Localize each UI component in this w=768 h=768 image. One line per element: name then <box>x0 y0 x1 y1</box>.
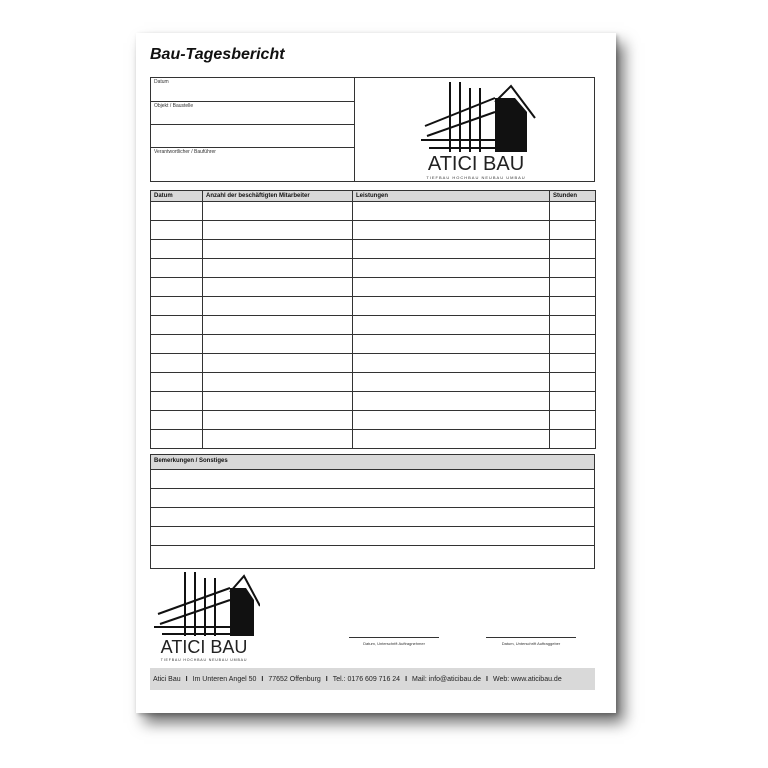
scaffold-house-icon <box>154 572 240 636</box>
cell-leistungen[interactable] <box>353 316 550 335</box>
cell-mitarbeiter[interactable] <box>203 354 353 373</box>
scaffold-house-icon <box>421 82 505 152</box>
cell-stunden[interactable] <box>550 335 596 354</box>
remarks-line[interactable] <box>151 546 594 565</box>
cell-datum[interactable] <box>151 430 203 449</box>
logo-tagline: TIEFBAU HOCHBAU NEUBAU UMBAU <box>426 175 526 180</box>
cell-leistungen[interactable] <box>353 373 550 392</box>
cell-stunden[interactable] <box>550 392 596 411</box>
column-header-leistungen: Leistungen <box>353 191 550 202</box>
table-row <box>151 221 596 240</box>
cell-stunden[interactable] <box>550 202 596 221</box>
signature-contractor[interactable]: Datum, Unterschrift Auftragnehmer <box>349 637 439 646</box>
footer-logo <box>148 570 260 662</box>
cell-stunden[interactable] <box>550 430 596 449</box>
field-datum[interactable]: Datum <box>151 78 354 102</box>
cell-mitarbeiter[interactable] <box>203 430 353 449</box>
logo-tagline: TIEFBAU HOCHBAU NEUBAU UMBAU <box>160 658 248 662</box>
cell-mitarbeiter[interactable] <box>203 278 353 297</box>
remarks-heading: Bemerkungen / Sonstiges <box>151 455 594 470</box>
column-header-stunden: Stunden <box>550 191 596 202</box>
remarks-box <box>150 454 595 569</box>
cell-leistungen[interactable] <box>353 392 550 411</box>
table-row <box>151 411 596 430</box>
daily-log-table <box>150 190 596 449</box>
table-row <box>151 354 596 373</box>
cell-leistungen[interactable] <box>353 278 550 297</box>
cell-leistungen[interactable] <box>353 202 550 221</box>
contact-company: Atici Bau <box>153 675 181 683</box>
cell-datum[interactable] <box>151 202 203 221</box>
cell-leistungen[interactable] <box>353 335 550 354</box>
cell-stunden[interactable] <box>550 240 596 259</box>
house-shape <box>230 588 254 636</box>
cell-stunden[interactable] <box>550 297 596 316</box>
cell-datum[interactable] <box>151 240 203 259</box>
table-body <box>151 202 596 449</box>
separator: I <box>405 675 408 683</box>
atici-bau-logo <box>355 78 594 181</box>
table-row <box>151 278 596 297</box>
cell-stunden[interactable] <box>550 373 596 392</box>
cell-leistungen[interactable] <box>353 221 550 240</box>
cell-datum[interactable] <box>151 259 203 278</box>
table-row <box>151 373 596 392</box>
logo-name: ATICI BAU <box>160 637 248 657</box>
cell-leistungen[interactable] <box>353 354 550 373</box>
separator: I <box>486 675 488 683</box>
cell-mitarbeiter[interactable] <box>203 411 353 430</box>
cell-datum[interactable] <box>151 278 203 297</box>
cell-datum[interactable] <box>151 411 203 430</box>
field-objekt[interactable]: Objekt / Baustelle <box>151 102 354 125</box>
house-shape <box>495 98 527 152</box>
cell-mitarbeiter[interactable] <box>203 202 353 221</box>
table-row <box>151 297 596 316</box>
cell-leistungen[interactable] <box>353 259 550 278</box>
separator: I <box>185 675 188 683</box>
header-fields <box>151 78 355 181</box>
cell-mitarbeiter[interactable] <box>203 335 353 354</box>
signature-client[interactable]: Datum, Unterschrift Auftraggeber <box>486 637 576 646</box>
remarks-line[interactable] <box>151 508 594 527</box>
cell-stunden[interactable] <box>550 278 596 297</box>
table-row <box>151 430 596 449</box>
cell-datum[interactable] <box>151 354 203 373</box>
remarks-line[interactable] <box>151 470 594 489</box>
field-empty[interactable] <box>151 125 354 148</box>
contact-phone: Tel.: 0176 609 716 24 <box>332 675 401 683</box>
table-row <box>151 240 596 259</box>
header-logo <box>355 78 594 181</box>
contact-mail: Mail: info@aticibau.de <box>412 675 482 683</box>
cell-stunden[interactable] <box>550 221 596 240</box>
cell-stunden[interactable] <box>550 354 596 373</box>
cell-stunden[interactable] <box>550 411 596 430</box>
field-verantwortlicher[interactable]: Verantwortlicher / Bauführer <box>154 149 216 155</box>
cell-datum[interactable] <box>151 297 203 316</box>
table-header-row <box>151 191 596 202</box>
remarks-line[interactable] <box>151 527 594 546</box>
logo-name: ATICI BAU <box>427 153 525 175</box>
cell-datum[interactable] <box>151 335 203 354</box>
cell-mitarbeiter[interactable] <box>203 373 353 392</box>
separator: I <box>325 675 328 683</box>
table-row <box>151 259 596 278</box>
contact-city: 77652 Offenburg <box>268 675 321 683</box>
table-row <box>151 335 596 354</box>
page-title: Bau-Tagesbericht <box>150 46 285 63</box>
cell-stunden[interactable] <box>550 259 596 278</box>
remarks-lines <box>151 470 594 565</box>
column-header-mitarbeiter: Anzahl der beschäftigten Mitarbeiter <box>203 191 353 202</box>
table-row <box>151 202 596 221</box>
contact-street: Im Unteren Angel 50 <box>192 675 257 683</box>
table-row <box>151 316 596 335</box>
cell-mitarbeiter[interactable] <box>203 316 353 335</box>
cell-mitarbeiter[interactable] <box>203 392 353 411</box>
cell-mitarbeiter[interactable] <box>203 259 353 278</box>
remarks-line[interactable] <box>151 489 594 508</box>
table-row <box>151 392 596 411</box>
separator: I <box>261 675 264 683</box>
contact-bar <box>150 668 595 690</box>
contact-web: Web: www.aticibau.de <box>492 675 562 683</box>
cell-mitarbeiter[interactable] <box>203 240 353 259</box>
cell-datum[interactable] <box>151 373 203 392</box>
cell-leistungen[interactable] <box>353 297 550 316</box>
cell-mitarbeiter[interactable] <box>203 297 353 316</box>
cell-mitarbeiter[interactable] <box>203 221 353 240</box>
cell-datum[interactable] <box>151 316 203 335</box>
cell-leistungen[interactable] <box>353 430 550 449</box>
cell-leistungen[interactable] <box>353 240 550 259</box>
cell-datum[interactable] <box>151 221 203 240</box>
cell-leistungen[interactable] <box>353 411 550 430</box>
column-header-datum: Datum <box>151 191 203 202</box>
header-box <box>150 77 595 182</box>
atici-bau-logo-small <box>148 570 260 662</box>
cell-stunden[interactable] <box>550 316 596 335</box>
cell-datum[interactable] <box>151 392 203 411</box>
